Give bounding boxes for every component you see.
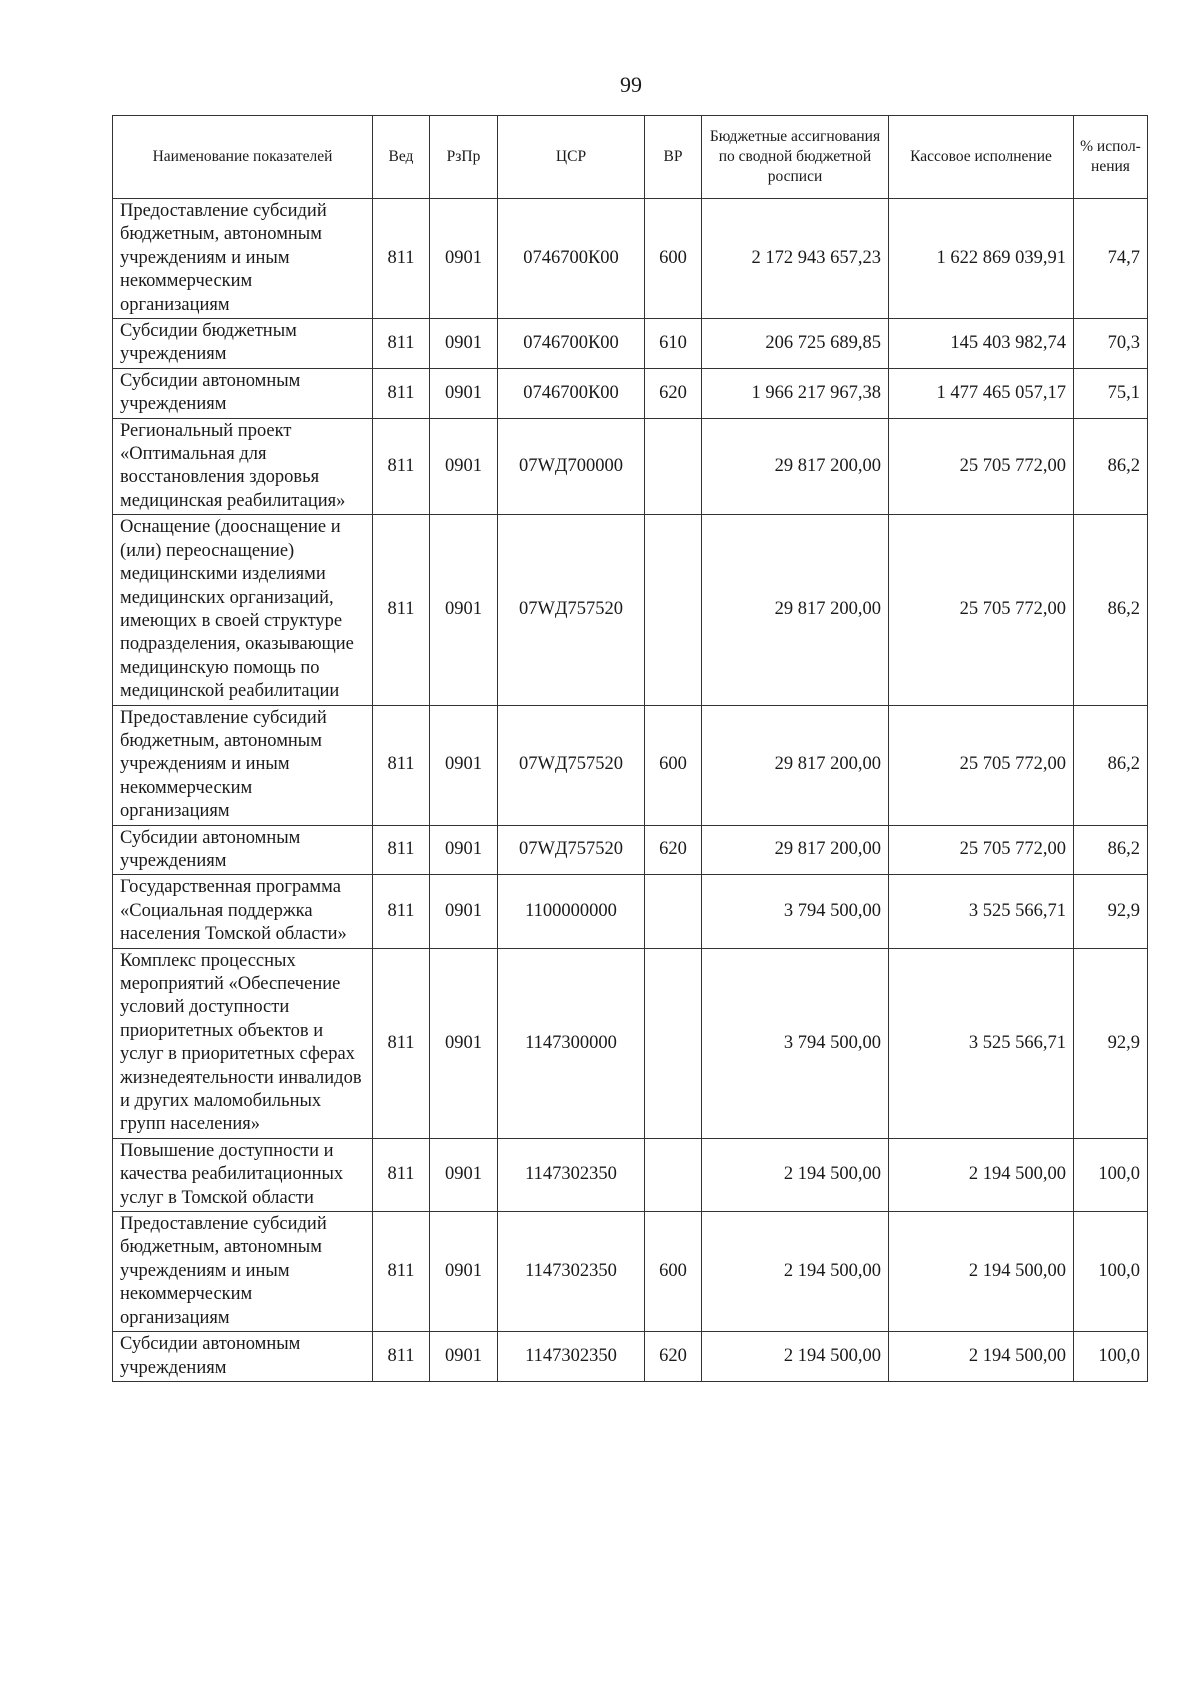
cell-name: Субсидии автономным учреждениям	[113, 825, 373, 875]
cell-cash: 145 403 982,74	[889, 319, 1074, 369]
cell-budget: 206 725 689,85	[702, 319, 889, 369]
cell-name: Предоставление субсидий бюджетным, автономным учреждениям и иным некоммерческим организациям	[113, 1212, 373, 1332]
cell-name: Субсидии автономным учреждениям	[113, 1332, 373, 1382]
cell-vr: 600	[645, 705, 702, 825]
cell-rzpr: 0901	[430, 368, 498, 418]
header-percent: % испол-нения	[1074, 116, 1148, 199]
cell-percent: 86,2	[1074, 825, 1148, 875]
cell-budget: 29 817 200,00	[702, 705, 889, 825]
cell-vr: 610	[645, 319, 702, 369]
cell-cash: 25 705 772,00	[889, 515, 1074, 705]
cell-csr: 0746700К00	[498, 199, 645, 319]
cell-budget: 2 172 943 657,23	[702, 199, 889, 319]
cell-ved: 811	[373, 948, 430, 1138]
cell-csr: 07WД757520	[498, 825, 645, 875]
cell-name: Предоставление субсидий бюджетным, автономным учреждениям и иным некоммерческим организациям	[113, 705, 373, 825]
cell-csr: 1147300000	[498, 948, 645, 1138]
cell-cash: 2 194 500,00	[889, 1212, 1074, 1332]
cell-ved: 811	[373, 825, 430, 875]
cell-budget: 29 817 200,00	[702, 418, 889, 515]
cell-csr: 1147302350	[498, 1212, 645, 1332]
cell-rzpr: 0901	[430, 948, 498, 1138]
cell-csr: 1100000000	[498, 875, 645, 948]
cell-ved: 811	[373, 1332, 430, 1382]
header-ved: Вед	[373, 116, 430, 199]
cell-ved: 811	[373, 1138, 430, 1211]
cell-cash: 1 477 465 057,17	[889, 368, 1074, 418]
cell-percent: 74,7	[1074, 199, 1148, 319]
cell-csr: 07WД757520	[498, 705, 645, 825]
cell-vr: 600	[645, 1212, 702, 1332]
cell-budget: 29 817 200,00	[702, 515, 889, 705]
cell-rzpr: 0901	[430, 1138, 498, 1211]
cell-percent: 70,3	[1074, 319, 1148, 369]
cell-rzpr: 0901	[430, 515, 498, 705]
cell-budget: 1 966 217 967,38	[702, 368, 889, 418]
cell-csr: 07WД757520	[498, 515, 645, 705]
cell-vr	[645, 1138, 702, 1211]
cell-cash: 25 705 772,00	[889, 825, 1074, 875]
cell-vr	[645, 515, 702, 705]
cell-rzpr: 0901	[430, 705, 498, 825]
header-csr: ЦСР	[498, 116, 645, 199]
cell-rzpr: 0901	[430, 825, 498, 875]
table-row	[113, 1212, 1148, 1332]
cell-vr: 620	[645, 368, 702, 418]
cell-vr	[645, 418, 702, 515]
cell-name: Повышение доступности и качества реабилитационных услуг в Томской области	[113, 1138, 373, 1211]
cell-cash: 2 194 500,00	[889, 1138, 1074, 1211]
cell-csr: 0746700К00	[498, 319, 645, 369]
cell-vr: 620	[645, 1332, 702, 1382]
cell-csr: 0746700К00	[498, 368, 645, 418]
cell-csr: 1147302350	[498, 1332, 645, 1382]
cell-ved: 811	[373, 418, 430, 515]
table-row	[113, 1138, 1148, 1211]
table-row	[113, 199, 1148, 319]
cell-name: Субсидии бюджетным учреждениям	[113, 319, 373, 369]
cell-percent: 92,9	[1074, 875, 1148, 948]
cell-budget: 3 794 500,00	[702, 875, 889, 948]
cell-name: Государственная программа «Социальная поддержка населения Томской области»	[113, 875, 373, 948]
table-row	[113, 418, 1148, 515]
cell-name: Комплекс процессных мероприятий «Обеспечение условий доступности приоритетных объектов и услуг в приоритетных сферах жизнедеятельности инвалидов и других маломобильных групп населения»	[113, 948, 373, 1138]
cell-percent: 75,1	[1074, 368, 1148, 418]
table-row	[113, 948, 1148, 1138]
table-row	[113, 368, 1148, 418]
cell-budget: 29 817 200,00	[702, 825, 889, 875]
header-name: Наименование показателей	[113, 116, 373, 199]
page-number: 99	[620, 72, 642, 97]
cell-cash: 1 622 869 039,91	[889, 199, 1074, 319]
cell-vr: 620	[645, 825, 702, 875]
cell-ved: 811	[373, 368, 430, 418]
table-header-row	[113, 116, 1148, 199]
cell-ved: 811	[373, 515, 430, 705]
cell-rzpr: 0901	[430, 319, 498, 369]
cell-rzpr: 0901	[430, 1332, 498, 1382]
table-row	[113, 825, 1148, 875]
cell-percent: 86,2	[1074, 705, 1148, 825]
cell-name: Субсидии автономным учреждениям	[113, 368, 373, 418]
budget-execution-table	[112, 115, 1148, 1382]
table-row	[113, 875, 1148, 948]
header-rzpr: РзПр	[430, 116, 498, 199]
cell-budget: 2 194 500,00	[702, 1332, 889, 1382]
cell-percent: 92,9	[1074, 948, 1148, 1138]
cell-csr: 1147302350	[498, 1138, 645, 1211]
cell-cash: 25 705 772,00	[889, 705, 1074, 825]
cell-rzpr: 0901	[430, 418, 498, 515]
cell-budget: 2 194 500,00	[702, 1138, 889, 1211]
cell-cash: 2 194 500,00	[889, 1332, 1074, 1382]
cell-rzpr: 0901	[430, 199, 498, 319]
cell-ved: 811	[373, 875, 430, 948]
cell-budget: 3 794 500,00	[702, 948, 889, 1138]
cell-vr	[645, 948, 702, 1138]
cell-vr	[645, 875, 702, 948]
cell-cash: 3 525 566,71	[889, 875, 1074, 948]
cell-budget: 2 194 500,00	[702, 1212, 889, 1332]
cell-rzpr: 0901	[430, 875, 498, 948]
cell-percent: 86,2	[1074, 418, 1148, 515]
cell-name: Региональный проект «Оптимальная для восстановления здоровья медицинская реабилитация»	[113, 418, 373, 515]
header-budget: Бюджетные ассигнования по сводной бюджетной росписи	[702, 116, 889, 199]
cell-ved: 811	[373, 319, 430, 369]
table-row	[113, 515, 1148, 705]
cell-ved: 811	[373, 705, 430, 825]
cell-name: Оснащение (дооснащение и (или) переоснащение) медицинскими изделиями медицинских организаций, имеющих в своей структуре подразделения, оказывающие медицинскую помощь по медицинской реабилитации	[113, 515, 373, 705]
table-row	[113, 1332, 1148, 1382]
cell-name: Предоставление субсидий бюджетным, автономным учреждениям и иным некоммерческим организациям	[113, 199, 373, 319]
cell-percent: 86,2	[1074, 515, 1148, 705]
cell-vr: 600	[645, 199, 702, 319]
cell-ved: 811	[373, 1212, 430, 1332]
cell-percent: 100,0	[1074, 1138, 1148, 1211]
table-row	[113, 705, 1148, 825]
cell-csr: 07WД700000	[498, 418, 645, 515]
cell-ved: 811	[373, 199, 430, 319]
cell-cash: 25 705 772,00	[889, 418, 1074, 515]
cell-percent: 100,0	[1074, 1332, 1148, 1382]
cell-rzpr: 0901	[430, 1212, 498, 1332]
header-cash: Кассовое исполнение	[889, 116, 1074, 199]
cell-percent: 100,0	[1074, 1212, 1148, 1332]
header-vr: ВР	[645, 116, 702, 199]
cell-cash: 3 525 566,71	[889, 948, 1074, 1138]
table-row	[113, 319, 1148, 369]
